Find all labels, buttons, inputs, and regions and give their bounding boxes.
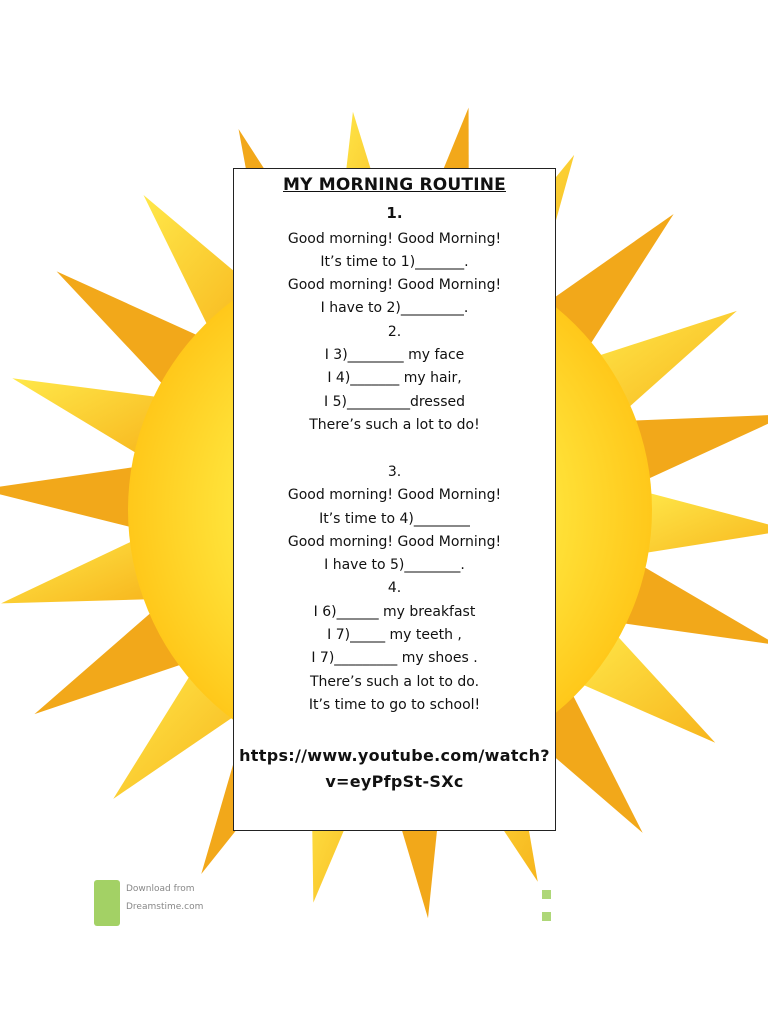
sun-ray <box>0 466 144 530</box>
watermark-line-2: Dreamstime.com <box>126 902 204 912</box>
verse-3-number: 3. <box>387 464 402 480</box>
leaf-logo-icon <box>94 880 120 926</box>
verse-3-line: Good morning! Good Morning! <box>287 534 502 550</box>
video-link-line-2[interactable]: v=eyPfpSt-SXc <box>325 772 464 791</box>
verse-1-number: 1. <box>386 204 403 222</box>
verse-3-line: I have to 5)________. <box>324 557 465 573</box>
verse-3-line: Good morning! Good Morning! <box>287 487 502 503</box>
verse-2-line: I 3)________ my face <box>324 347 465 363</box>
verse-4-line: I 6)______ my breakfast <box>313 604 476 620</box>
video-link-line-1[interactable]: https://www.youtube.com/watch? <box>239 746 550 765</box>
verse-3-line: It’s time to 4)________ <box>319 511 470 527</box>
watermark-footer <box>94 876 674 934</box>
watermark-line-1: Download from <box>126 884 195 894</box>
verse-4-line: There’s such a lot to do. <box>309 674 480 690</box>
lyrics-card <box>233 168 556 831</box>
verse-1-line: Good morning! Good Morning! <box>287 231 502 247</box>
page-title: MY MORNING ROUTINE <box>283 175 506 195</box>
verse-2-number: 2. <box>387 324 402 340</box>
checkbox-icon <box>542 912 551 921</box>
verse-4-line: I 7)_____ my teeth , <box>327 627 462 643</box>
sun-ray <box>636 490 768 554</box>
verse-4-line: It’s time to go to school! <box>308 697 481 713</box>
verse-4-number: 4. <box>387 580 402 596</box>
checkbox-icon <box>542 890 551 899</box>
verse-2-line: I 4)_______ my hair, <box>327 370 462 386</box>
verse-1-line: It’s time to 1)_______. <box>320 254 469 270</box>
verse-1-line: I have to 2)_________. <box>320 300 469 316</box>
verse-1-line: Good morning! Good Morning! <box>287 277 502 293</box>
verse-2-line: I 5)_________dressed <box>324 394 465 410</box>
verse-2-line: There’s such a lot to do! <box>309 417 480 433</box>
verse-4-line: I 7)_________ my shoes . <box>311 650 478 666</box>
